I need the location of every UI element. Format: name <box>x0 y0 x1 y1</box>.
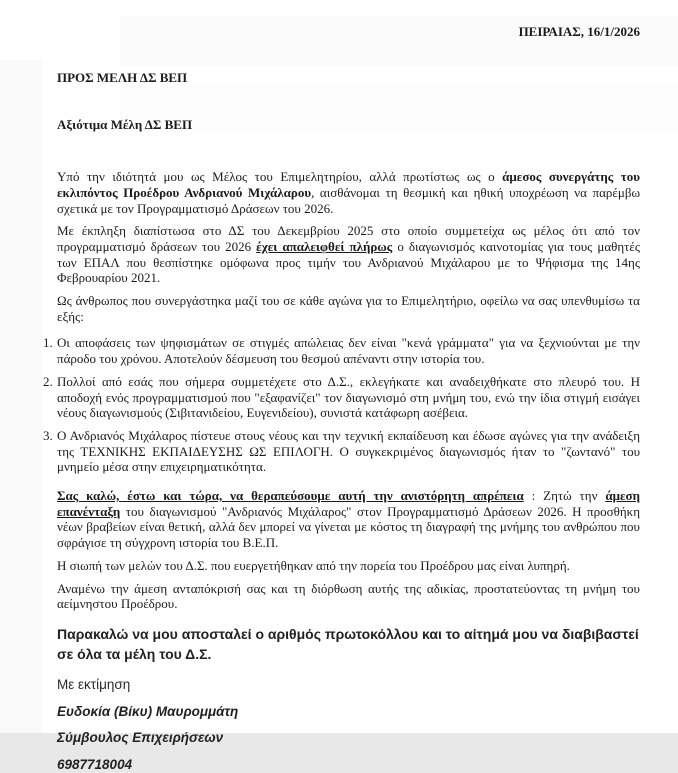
call-mid: : Ζητώ την <box>523 488 606 504</box>
paragraph-intro <box>57 169 640 216</box>
salutation: Αξιότιμα Μέλη ΔΣ ΒΕΠ <box>57 117 193 133</box>
place-date-line: ΠΕΙΡΑΙΑΣ, 16/1/2026 <box>518 24 640 39</box>
signature-name: Ευδοκία (Βίκυ) Μαυρομμάτη <box>57 703 239 719</box>
list-item-text: Πολλοί από εσάς που σήμερα συμμετέχετε στο Δ.Σ., εκλεγήκατε και αναδειχθήκατε στο πλευρό του. Η αποδοχή ενός προγραμματισμού που "εξαφανίζει" τον διαγωνισμό στη μνήμη του, ενώ την ίδια στιγμή εισάγει νέους διαγωνισμούς (Σιβιτανιδείου, Ευγενιδείου), συνιστά κατάφωρη ασέβεια. <box>57 373 640 421</box>
paragraph-call-to-action <box>57 488 640 551</box>
signature-title: Σύμβουλος Επιχειρήσεων <box>57 730 224 746</box>
list-item-number: 1. <box>43 335 53 351</box>
call-post: του διαγωνισμού "Ανδριανός Μιχάλαρος" στον Προγραμματισμό Δράσεων 2026. Η προσθήκη νέων βραβείων είναι θετική, αλλά δεν μπορεί να γίνεται με κόστος τη διαγραφή της μνήμης του ανθρώπου που σφράγισε τη σύγχρονη ιστορία του Β.Ε.Π. <box>57 503 640 551</box>
signature-phone: 6987718004 <box>57 757 133 773</box>
call-bold-underline-1: Σας καλώ, έστω και τώρα, να θεραπεύσουμε αυτή την ανιστόρητη απρέπεια <box>57 488 524 504</box>
call-bold-underline-2: άμεση επανένταξη <box>57 488 640 519</box>
list-item-number: 3. <box>43 427 53 443</box>
paragraph-surprise-post: ο διαγωνισμός καινοτομίας για τους μαθητές των ΕΠΑΛ που θεσπίστηκε ομόφωνα προς τιμήν του Ανδριανού Μιχάλαρου με το Ψήφισμα της 14ης Φεβρουαρίου 2021. <box>57 238 640 286</box>
paragraph-surprise-bold-underline: έχει απαλειφθεί πλήρως <box>256 238 393 254</box>
paragraph-awaiting: Αναμένω την άμεση ανταπόκρισή σας και τη διόρθωση αυτής της αδικίας, προστατεύοντας τη μνήμη του αείμνηστου Προέδρου. <box>57 580 640 612</box>
list-item <box>43 427 640 475</box>
list-item-number: 2. <box>43 373 53 389</box>
paragraph-surprise-pre: Με έκπληξη διαπίστωσα στο ΔΣ του Δεκεμβρίου 2025 στο οποίο συμμετείχα ως μέλος ότι από τον προγραμματισμό δράσεων του 2026 <box>57 223 640 254</box>
paragraph-remind: Ως άνθρωπος που συνεργάστηκα μαζί του σε κάθε αγώνα για το Επιμελητήριο, οφείλω να σας υπενθυμίσω τα εξής: <box>57 293 640 324</box>
paragraph-silence: Η σιωπή των μελών του Δ.Σ. που ευεργετήθηκαν από την πορεία του Προέδρου μας είναι λυπηρή. <box>57 557 570 573</box>
paragraph-protocol-request: Παρακαλώ να μου αποσταλεί ο αριθμός πρωτοκόλλου και το αίτημά μου να διαβιβαστεί σε όλα τα μέλη του Δ.Σ. <box>57 625 639 662</box>
list-item-text: Οι αποφάσεις των ψηφισμάτων σε στιγμές απώλειας δεν είναι "κενά γράμματα" για να ξεχνιούνται με την πάροδο του χρόνου. Αποτελούν δέσμευση του θεσμού απέναντι στην ιστορία του. <box>57 335 640 367</box>
list-item <box>43 373 640 421</box>
paragraph-intro-pre: Υπό την ιδιότητά μου ως Μέλος του Επιμελητηρίου, αλλά πρωτίστως ως ο <box>57 169 503 185</box>
numbered-list <box>43 335 640 475</box>
list-item-text: Ο Ανδριανός Μιχάλαρος πίστευε στους νέους και την τεχνική εκπαίδευση και έδωσε αγώνες για την ανάδειξη της ΤΕΧΝΙΚΗΣ ΕΚΠΑΙΔΕΥΣΗΣ ΩΣ ΕΠΙΛΟΓΗ. Ο συγκεκριμένος διαγωνισμός ήταν το "ζωντανό" του μνημείο μέσα στην επιχειρηματικότητα. <box>57 427 640 475</box>
recipient-line: ΠΡΟΣ ΜΕΛΗ ΔΣ ΒΕΠ <box>57 69 188 85</box>
paragraph-surprise <box>57 223 640 286</box>
paragraph-intro-post: , αισθάνομαι τη θεσμική και ηθική υποχρέωση να παρέμβω σχετικά με τον Προγραμματισμό Δράσεων του 2026. <box>57 184 640 216</box>
list-item <box>43 335 640 367</box>
closing-line: Με εκτίμηση <box>57 676 131 692</box>
paragraph-intro-bold: άμεσος συνεργάτης του εκλιπόντος Προέδρου Ανδριανού Μιχάλαρου <box>57 169 640 200</box>
